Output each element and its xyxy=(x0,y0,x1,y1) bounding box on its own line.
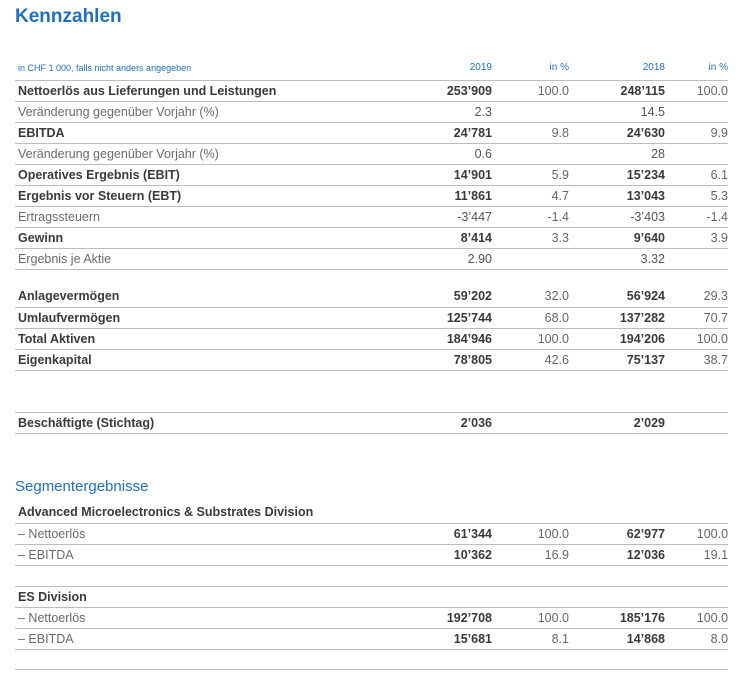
value-2019: 192’708 xyxy=(375,608,492,629)
pct-2018: 3.9 xyxy=(665,228,728,249)
row-label: Ertragssteuern xyxy=(15,207,375,228)
table-row xyxy=(15,249,728,270)
pct-2018: 100.0 xyxy=(665,328,728,349)
row-label: Nettoerlös aus Lieferungen und Leistungen xyxy=(15,81,375,102)
pct-2018: 100.0 xyxy=(665,608,728,629)
value-2019: 78’805 xyxy=(375,349,492,370)
value-2019: 125’744 xyxy=(375,307,492,328)
row-label: Eigenkapital xyxy=(15,349,375,370)
pct-2019 xyxy=(492,102,569,123)
pct-2019: 32.0 xyxy=(492,286,569,307)
column-header-pct-2018: in % xyxy=(708,62,728,73)
table-row xyxy=(15,144,728,165)
value-2018: -3’403 xyxy=(569,207,665,228)
value-2019: 59’202 xyxy=(375,286,492,307)
key-figures-table xyxy=(15,58,728,270)
pct-2019: 68.0 xyxy=(492,307,569,328)
value-2018: 9’640 xyxy=(569,228,665,249)
value-2018: 56’924 xyxy=(569,286,665,307)
pct-2019: 8.1 xyxy=(492,629,569,650)
pct-2019 xyxy=(492,249,569,270)
pct-2019: 9.8 xyxy=(492,123,569,144)
pct-2019: 100.0 xyxy=(492,81,569,102)
row-label: Ergebnis je Aktie xyxy=(15,249,375,270)
value-2018: 15’234 xyxy=(569,165,665,186)
row-label: Anlagevermögen xyxy=(15,286,375,307)
row-label: – Nettoerlös xyxy=(15,523,375,544)
employees-table xyxy=(15,412,728,434)
pct-2018: 100.0 xyxy=(665,81,728,102)
segment-table-amsd xyxy=(15,502,728,566)
pct-2018: -1.4 xyxy=(665,207,728,228)
pct-2019: 3.3 xyxy=(492,228,569,249)
value-2019: 2’036 xyxy=(375,413,492,434)
row-label: – EBITDA xyxy=(15,629,375,650)
table-row xyxy=(15,608,728,629)
pct-2019: 42.6 xyxy=(492,349,569,370)
value-2019: 184’946 xyxy=(375,328,492,349)
pct-2018: 9.9 xyxy=(665,123,728,144)
table-row xyxy=(15,102,728,123)
value-2018: 14.5 xyxy=(569,102,665,123)
value-2019: 253’909 xyxy=(375,81,492,102)
row-label: Veränderung gegenüber Vorjahr (%) xyxy=(15,144,375,165)
value-2018: 2’029 xyxy=(569,413,665,434)
value-2018: 137’282 xyxy=(569,307,665,328)
value-2019: 24’781 xyxy=(375,123,492,144)
value-2018: 24’630 xyxy=(569,123,665,144)
table-row xyxy=(15,286,728,307)
pct-2018: 38.7 xyxy=(665,349,728,370)
table-row xyxy=(15,123,728,144)
table-row xyxy=(15,349,728,370)
page-title: Kennzahlen xyxy=(15,6,122,27)
table-row xyxy=(15,523,728,544)
value-2018: 3.32 xyxy=(569,249,665,270)
value-2019: -3’447 xyxy=(375,207,492,228)
balance-table xyxy=(15,286,728,371)
segment-section-title: Segmentergebnisse xyxy=(15,478,149,495)
pct-2018: 5.3 xyxy=(665,186,728,207)
pct-2019: 5.9 xyxy=(492,165,569,186)
value-2019: 2.3 xyxy=(375,102,492,123)
row-label: Total Aktiven xyxy=(15,328,375,349)
value-2018: 75’137 xyxy=(569,349,665,370)
table-row xyxy=(15,307,728,328)
value-2018: 248’115 xyxy=(569,81,665,102)
pct-2018: 100.0 xyxy=(665,523,728,544)
table-row xyxy=(15,328,728,349)
row-label: Umlaufvermögen xyxy=(15,307,375,328)
pct-2019: -1.4 xyxy=(492,207,569,228)
unit-note: in CHF 1 000, falls nicht anders angegeben xyxy=(18,63,192,73)
segment-name: ES Division xyxy=(15,587,728,608)
table-row xyxy=(15,207,728,228)
table-row xyxy=(15,413,728,434)
row-label: Veränderung gegenüber Vorjahr (%) xyxy=(15,102,375,123)
table-header-row xyxy=(15,58,728,81)
pct-2018: 19.1 xyxy=(665,544,728,565)
value-2018: 62’977 xyxy=(569,523,665,544)
value-2018: 13’043 xyxy=(569,186,665,207)
segment-heading-row xyxy=(15,502,728,523)
pct-2019 xyxy=(492,413,569,434)
segment-name: Advanced Microelectronics & Substrates Division xyxy=(15,502,728,523)
value-2018: 185’176 xyxy=(569,608,665,629)
row-label: Beschäftigte (Stichtag) xyxy=(15,413,375,434)
value-2019: 14’901 xyxy=(375,165,492,186)
value-2018: 194’206 xyxy=(569,328,665,349)
value-2019: 8’414 xyxy=(375,228,492,249)
column-header-pct-2019: in % xyxy=(549,62,569,73)
table-row xyxy=(15,165,728,186)
row-label: Gewinn xyxy=(15,228,375,249)
pct-2019: 4.7 xyxy=(492,186,569,207)
pct-2018: 8.0 xyxy=(665,629,728,650)
segment-table-es xyxy=(15,586,728,650)
row-label: – EBITDA xyxy=(15,544,375,565)
value-2019: 10’362 xyxy=(375,544,492,565)
pct-2018 xyxy=(665,413,728,434)
table-row xyxy=(15,629,728,650)
pct-2018 xyxy=(665,102,728,123)
pct-2018: 29.3 xyxy=(665,286,728,307)
value-2019: 61’344 xyxy=(375,523,492,544)
row-label: Ergebnis vor Steuern (EBT) xyxy=(15,186,375,207)
pct-2018: 70.7 xyxy=(665,307,728,328)
divider xyxy=(15,669,728,670)
table-row xyxy=(15,186,728,207)
value-2019: 15’681 xyxy=(375,629,492,650)
pct-2019: 100.0 xyxy=(492,608,569,629)
pct-2019 xyxy=(492,144,569,165)
row-label: – Nettoerlös xyxy=(15,608,375,629)
table-row xyxy=(15,228,728,249)
pct-2018 xyxy=(665,249,728,270)
table-row xyxy=(15,544,728,565)
column-header-2018: 2018 xyxy=(642,62,665,73)
pct-2018: 6.1 xyxy=(665,165,728,186)
value-2019: 0.6 xyxy=(375,144,492,165)
pct-2018 xyxy=(665,144,728,165)
column-header-2019: 2019 xyxy=(469,62,492,73)
pct-2019: 100.0 xyxy=(492,328,569,349)
value-2018: 14’868 xyxy=(569,629,665,650)
row-label: Operatives Ergebnis (EBIT) xyxy=(15,165,375,186)
value-2018: 12’036 xyxy=(569,544,665,565)
value-2019: 2.90 xyxy=(375,249,492,270)
row-label: EBITDA xyxy=(15,123,375,144)
pct-2019: 100.0 xyxy=(492,523,569,544)
pct-2019: 16.9 xyxy=(492,544,569,565)
value-2018: 28 xyxy=(569,144,665,165)
value-2019: 11’861 xyxy=(375,186,492,207)
segment-heading-row xyxy=(15,587,728,608)
table-row xyxy=(15,81,728,102)
